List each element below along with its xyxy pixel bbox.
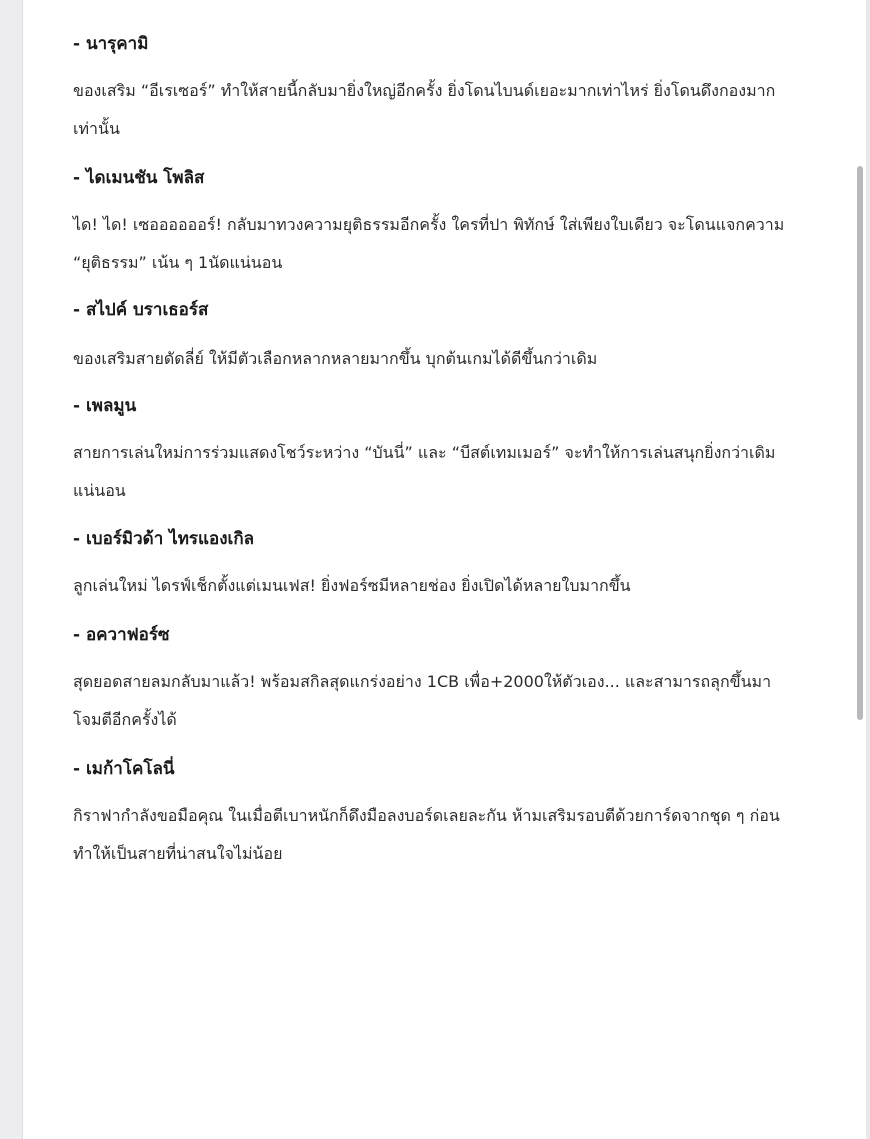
- entry-body: ลูกเล่นใหม่ ไดรฟ์เช็กตั้งแต่เมนเฟส! ยิ่งฟอร์ซมีหลายช่อง ยิ่งเปิดได้หลายใบมากขึ้น: [73, 576, 631, 595]
- entry-heading: - ไดเมนชัน โพลิส: [73, 168, 205, 188]
- entry-body: ได! ได! เซออออออร์! กลับมาทวงความยุติธรรมอีกครั้ง ใครที่ปา พิทักษ์ ใส่เพียงใบเดียว จะโดนแจกความ “ยุติธรรม” เน้น ๆ 1นัดแน่นอน: [73, 215, 785, 272]
- entry-body: สุดยอดสายลมกลับมาแล้ว! พร้อมสกิลสุดแกร่งอย่าง 1CB เพื่อ+2000ให้ตัวเอง... และสามารถลุกขึ้นมาโจมตีอีกครั้งได้: [73, 672, 772, 729]
- entry-body: สายการเล่นใหม่การร่วมแสดงโชว์ระหว่าง “บันนี่” และ “บีสต์เทมเมอร์” จะทำให้การเล่นสนุกยิ่งกว่าเดิมแน่นอน: [73, 443, 776, 500]
- entry-heading: - เพลมูน: [73, 396, 137, 416]
- entry-heading: - สไปค์ บราเธอร์ส: [73, 300, 209, 320]
- entry-heading: - อควาฟอร์ซ: [73, 625, 170, 645]
- entry-body: ของเสริมสายดัดลี่ย์ ให้มีตัวเลือกหลากหลายมากขึ้น บุกต้นเกมได้ดีขึ้นกว่าเดิม: [73, 349, 598, 368]
- entry-heading: - นารุคามิ: [73, 34, 149, 54]
- entry-heading: - เบอร์มิวด้า ไทรแองเกิล: [73, 529, 255, 549]
- scrollbar-thumb[interactable]: [857, 166, 863, 720]
- entry-heading: - เมก้าโคโลนี่: [73, 759, 175, 779]
- entry-body: ของเสริม “อีเรเซอร์” ทำให้สายนี้กลับมายิ่งใหญ่อีกครั้ง ยิ่งโดนไบนด์เยอะมากเท่าไหร่ ยิ่งโดนดึงกองมากเท่านั้น: [73, 81, 776, 138]
- entry-body: กิราฟากำลังขอมือคุณ ในเมื่อตีเบาหนักก็ดึงมือลงบอร์ดเลยละกัน ห้ามเสริมรอบตีด้วยการ์ดจากชุด ๆ ก่อน ทำให้เป็นสายที่น่าสนใจไม่น้อย: [73, 806, 780, 863]
- left-gutter: [0, 0, 23, 1139]
- scrollbar-track[interactable]: [866, 0, 870, 1139]
